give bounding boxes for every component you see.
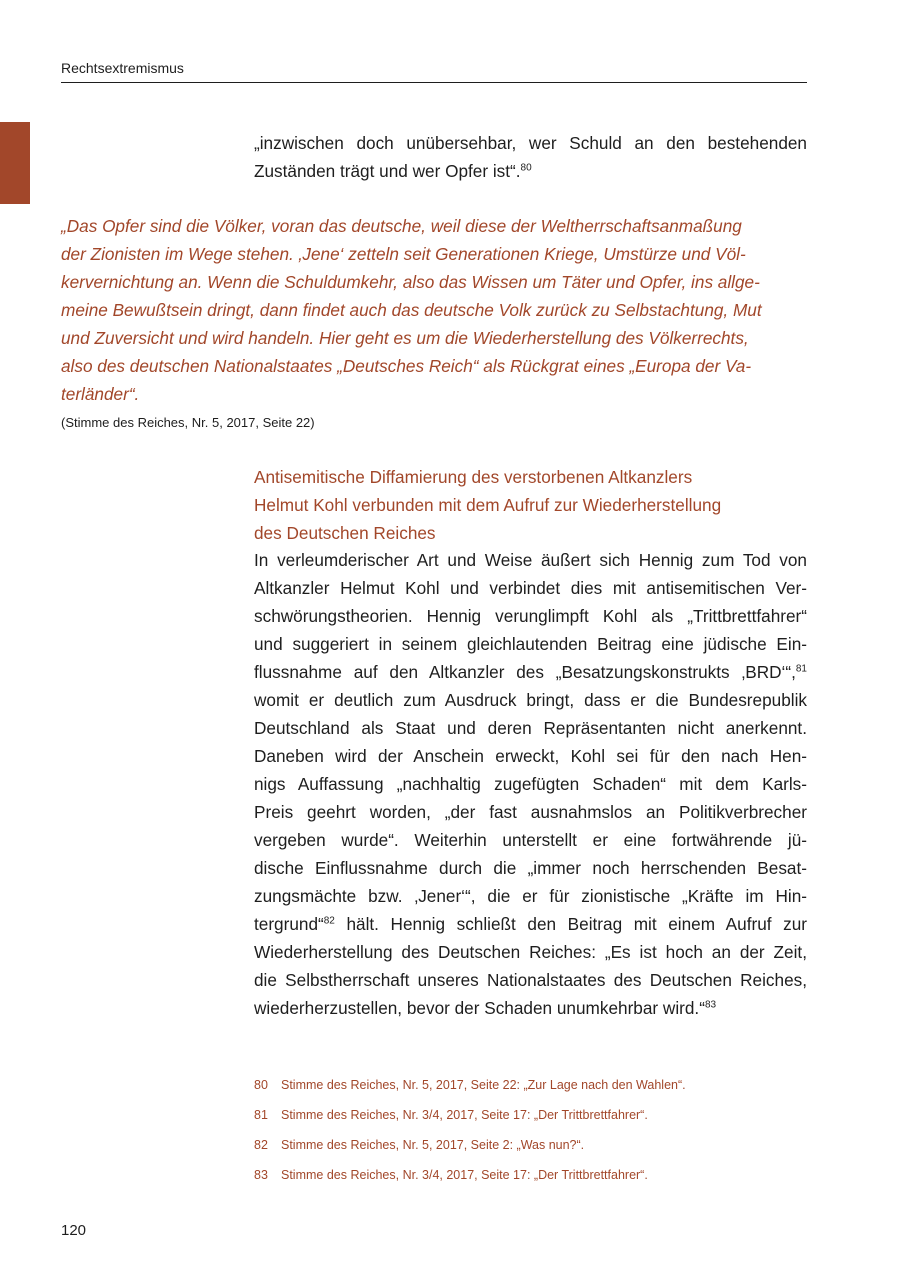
paragraph-line (254, 658, 807, 686)
intro-line-text: Zuständen trägt und wer Opfer ist“. (254, 161, 521, 181)
footnote-number: 83 (254, 1168, 268, 1182)
quote-line: terländer“. (61, 384, 140, 404)
heading-line: Helmut Kohl verbunden mit dem Aufruf zur Wiederherstellung (254, 495, 722, 515)
paragraph-line-text: tergrund“ (254, 914, 324, 934)
footnote-text: Stimme des Reiches, Nr. 5, 2017, Seite 22: „Zur Lage nach den Wahlen“. (281, 1078, 686, 1092)
heading-line: des Deutschen Reiches (254, 523, 436, 543)
footnote (254, 1100, 807, 1130)
footnote-number: 82 (254, 1138, 268, 1152)
chapter-marker (0, 122, 30, 204)
footnote (254, 1160, 807, 1190)
footnote (254, 1130, 807, 1160)
section-heading (254, 463, 807, 547)
paragraph-line: nigs Auffassung „nachhaltig zugefügten Schaden“ mit dem Karls- (254, 774, 807, 794)
intro-line (254, 157, 807, 185)
footnotes (254, 1070, 807, 1190)
footnote-text: Stimme des Reiches, Nr. 3/4, 2017, Seite 17: „Der Trittbrettfahrer“. (281, 1168, 648, 1182)
paragraph-line: In verleumderischer Art und Weise äußert sich Hennig zum Tod von (254, 550, 807, 570)
footnote-text: Stimme des Reiches, Nr. 3/4, 2017, Seite 17: „Der Trittbrettfahrer“. (281, 1108, 648, 1122)
quote-line: kervernichtung an. Wenn die Schuldumkehr, also das Wissen um Täter und Opfer, ins allge- (61, 272, 760, 292)
quote-source: (Stimme des Reiches, Nr. 5, 2017, Seite 22) (61, 415, 315, 430)
page-header (61, 58, 807, 83)
paragraph-line-text: wiederherzustellen, bevor der Schaden unumkehrbar wird.“ (254, 998, 705, 1018)
footnote-ref: 80 (520, 162, 532, 174)
paragraph-line: Preis geehrt worden, „der fast ausnahmslos an Politikverbrecher (254, 802, 807, 822)
footnote (254, 1070, 807, 1100)
intro-line: „inzwischen doch unübersehbar, wer Schuld an den bestehenden (254, 133, 807, 153)
block-quote (61, 212, 807, 408)
quote-line: der Zionisten im Wege stehen. ‚Jene‘ zetteln seit Generationen Kriege, Umstürze und Völ- (61, 244, 746, 264)
paragraph-line: und suggeriert in seinem gleichlautenden Beitrag eine jüdische Ein- (254, 634, 807, 654)
paragraph-line (254, 994, 807, 1022)
paragraph-line (254, 910, 807, 938)
footnote-number: 80 (254, 1078, 268, 1092)
footnote-number: 81 (254, 1108, 268, 1122)
quote-line: also des deutschen Nationalstaates „Deutsches Reich“ als Rückgrat eines „Europa der Va- (61, 356, 752, 376)
paragraph-line-text: hält. Hennig schließt den Beitrag mit einem Aufruf zur (334, 914, 807, 934)
paragraph-line: schwörungstheorien. Hennig verunglimpft Kohl als „Trittbrettfahrer“ (254, 606, 807, 626)
heading-line: Antisemitische Diffamierung des verstorbenen Altkanzlers (254, 467, 693, 487)
paragraph-line: Wiederherstellung des Deutschen Reiches: „Es ist hoch an der Zeit, (254, 942, 807, 962)
paragraph-line: die Selbstherrschaft unseres Nationalstaates des Deutschen Reiches, (254, 970, 807, 990)
quote-line: und Zuversicht und wird handeln. Hier geht es um die Wiederherstellung des Völkerrechts, (61, 328, 749, 348)
quote-line: meine Bewußtsein dringt, dann findet auch das deutsche Volk zurück zu Selbstachtung, Mut (61, 300, 762, 320)
paragraph-line: Daneben wird der Anschein erweckt, Kohl sei für den nach Hen- (254, 746, 807, 766)
quote-line: „Das Opfer sind die Völker, voran das deutsche, weil diese der Weltherrschaftsanmaßung (61, 216, 742, 236)
page-number: 120 (61, 1222, 87, 1239)
footnote-text: Stimme des Reiches, Nr. 5, 2017, Seite 2: „Was nun?“. (281, 1138, 585, 1152)
paragraph-line: Altkanzler Helmut Kohl und verbindet dies mit antisemitischen Ver- (254, 578, 807, 598)
paragraph-line-text: flussnahme auf den Altkanzler des „Besatzungskonstrukts ‚BRD‘“, (254, 662, 796, 682)
paragraph-line: vergeben wurde“. Weiterhin unterstellt er eine fortwährende jü- (254, 830, 807, 850)
body-paragraph (254, 546, 807, 1022)
intro-paragraph (254, 129, 807, 185)
footnote-ref: 83 (704, 999, 717, 1011)
footnote-ref: 81 (795, 663, 807, 675)
footnote-ref: 82 (323, 915, 335, 927)
paragraph-line: womit er deutlich zum Ausdruck bringt, dass er die Bundesrepublik (254, 690, 807, 710)
paragraph-line: zungsmächte bzw. ‚Jener‘“, die er für zionistische „Kräfte im Hin- (254, 886, 807, 906)
paragraph-line: Deutschland als Staat und deren Repräsentanten nicht anerkennt. (254, 718, 807, 738)
paragraph-line: dische Einflussnahme durch die „immer noch herrschenden Besat- (254, 858, 807, 878)
running-title: Rechtsextremismus (61, 60, 184, 76)
